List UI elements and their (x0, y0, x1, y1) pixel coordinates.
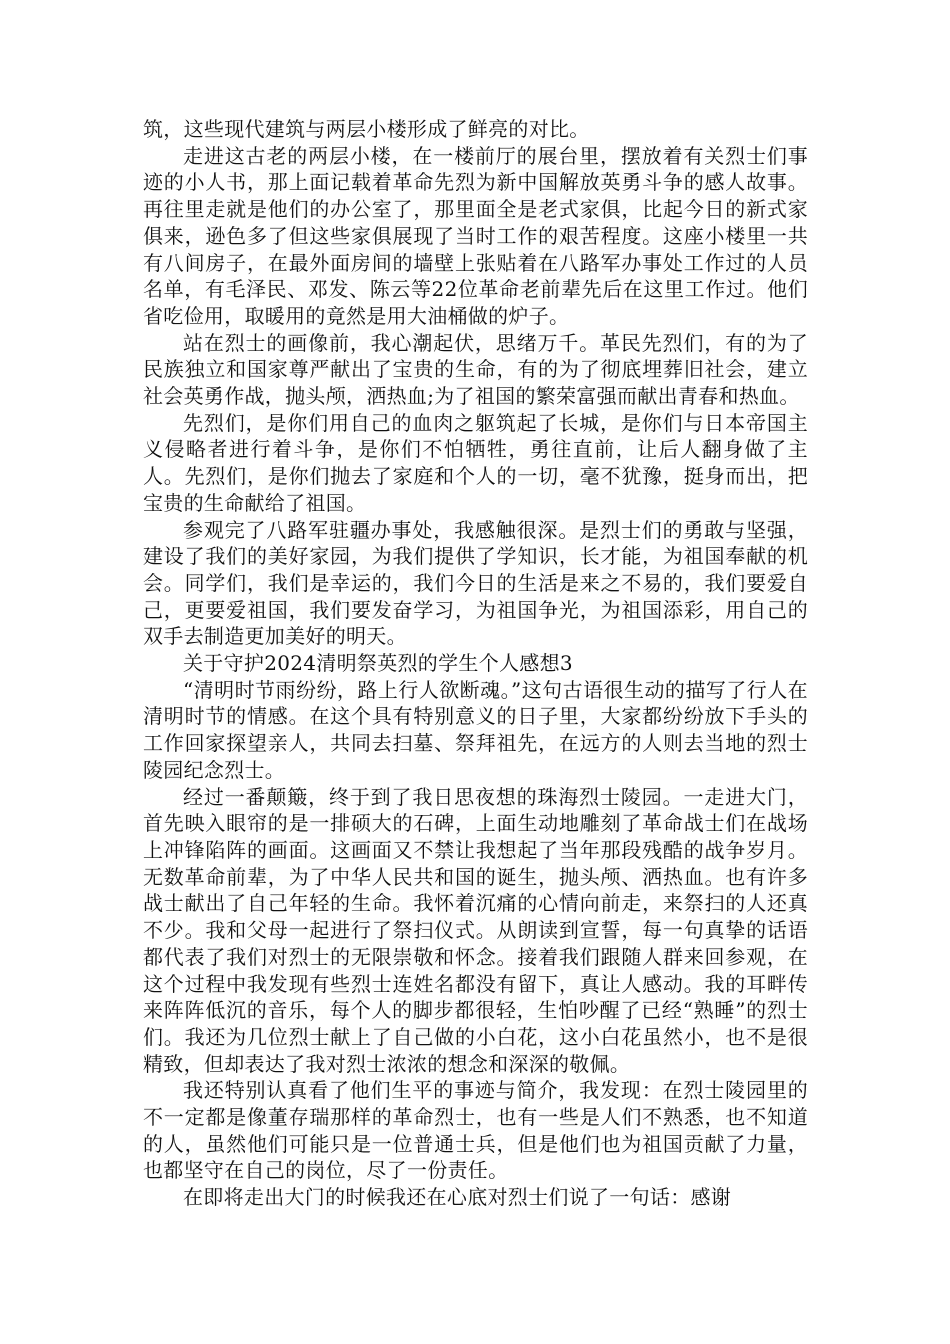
paragraph-continuation: 筑，这些现代建筑与两层小楼形成了鲜亮的对比。 (143, 117, 590, 141)
paragraph: 经过一番颠簸，终于到了我日思夜想的珠海烈士陵园。一走进大门，首先映入眼帘的是一排硕大的石碑，上面生动地雕刻了革命战士们在战场上冲锋陷阵的画面。这画面又不禁让我想起了当年那段残酷的战争岁月。无数革命前辈，为了中华人民共和国的诞生，抛头颅、洒热血。也有许多战士献出了自己年轻的生命。我怀着沉痛的心情向前走，来祭扫的人还真不少。我和父母一起进行了祭扫仪式。从朗读到宣誓，每一句真挚的话语都代表了我们对烈士的无限崇敬和怀念。接着我们跟随人群来回参观，在这个过程中我发现有些烈士连姓名都没有留下，真让人感动。我的耳畔传来阵阵低沉的音乐，每个人的脚步都很轻，生怕吵醒了已经“熟睡”的烈士们。我还为几位烈士献上了自己做的小白花，这小白花虽然小，也不是很精致，但却表达了我对烈士浓浓的想念和深深的敬佩。 (143, 784, 808, 1076)
document-body (143, 116, 808, 1211)
paragraph: 站在烈士的画像前，我心潮起伏，思绪万千。革民先烈们，有的为了民族独立和国家尊严献出了宝贵的生命，有的为了彻底埋葬旧社会，建立社会英勇作战，抛头颅，洒热血;为了祖国的繁荣富强而献出青春和热血。 (143, 330, 808, 409)
paragraph: 我还特别认真看了他们生平的事迹与简介，我发现：在烈士陵园里的不一定都是像董存瑞那样的革命烈士，也有一些是人们不熟悉，也不知道的人，虽然他们可能只是一位普通士兵，但是他们也为祖国贡献了力量，也都坚守在自己的岗位，尽了一份责任。 (143, 1078, 808, 1183)
paragraph: 在即将走出大门的时候我还在心底对烈士们说了一句话：感谢 (183, 1185, 732, 1210)
paragraph: 走进这古老的两层小楼，在一楼前厅的展台里，摆放着有关烈士们事迹的小人书，那上面记载着革命先烈为新中国解放英勇斗争的感人故事。再往里走就是他们的办公室了，那里面全是老式家俱，比起今日的新式家俱来，逊色多了但这些家俱展现了当时工作的艰苦程度。这座小楼里一共有八间房子，在最外面房间的墙壁上张贴着在八路军办事处工作过的人员名单，有毛泽民、邓发、陈云等22位革命老前辈先后在这里工作过。他们省吃俭用，取暖用的竟然是用大油桶做的炉子。 (143, 143, 808, 328)
paragraph: 参观完了八路军驻疆办事处，我感触很深。是烈士们的勇敢与坚强，建设了我们的美好家园，为我们提供了学知识，长才能，为祖国奉献的机会。同学们，我们是幸运的，我们今日的生活是来之不易的，我们要爱自己，更要爱祖国，我们要发奋学习，为祖国争光，为祖国添彩，用自己的双手去制造更加美好的明天。 (143, 517, 808, 649)
section-heading: 关于守护2024清明祭英烈的学生个人感想3 (183, 651, 573, 676)
paragraph: 先烈们，是你们用自己的血肉之躯筑起了长城，是你们与日本帝国主义侵略者进行着斗争，是你们不怕牺牲，勇往直前，让后人翻身做了主人。先烈们，是你们抛去了家庭和个人的一切，毫不犹豫，挺身而出，把宝贵的生命献给了祖国。 (143, 410, 808, 515)
paragraph: “清明时节雨纷纷，路上行人欲断魂。”这句古语很生动的描写了行人在清明时节的情感。在这个具有特别意义的日子里，大家都纷纷放下手头的工作回家探望亲人，共同去扫墓、祭拜祖先，在远方的人则去当地的烈士陵园纪念烈士。 (143, 677, 808, 782)
